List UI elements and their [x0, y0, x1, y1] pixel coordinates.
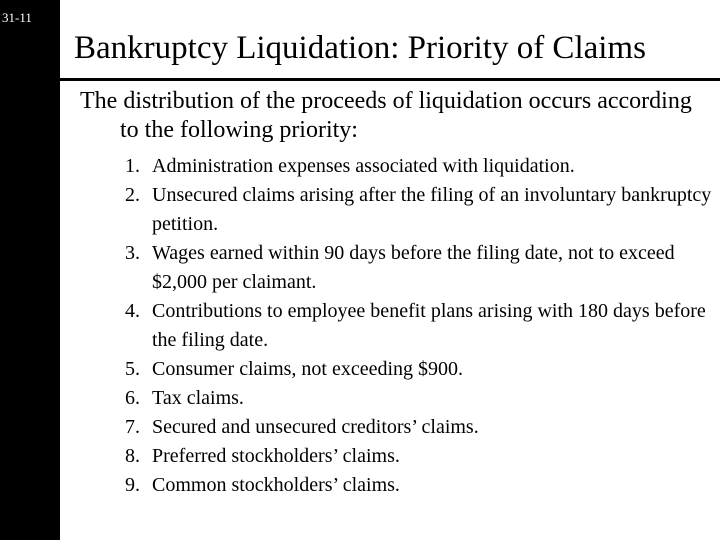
claim-item [112, 239, 712, 297]
claim-text: Consumer claims, not exceeding $900. [152, 358, 464, 380]
claim-text: Common stockholders’ claims. [152, 474, 400, 496]
title-divider [60, 78, 720, 81]
slide-number: 31-11 [2, 10, 32, 25]
claim-item [112, 471, 712, 500]
claim-text: Unsecured claims arising after the filing of an involuntary bankruptcy petition. [152, 184, 712, 235]
claim-number: 7. [125, 416, 140, 438]
claim-item [112, 413, 712, 442]
claim-number: 2. [125, 184, 140, 206]
claim-number: 4. [125, 300, 140, 322]
claim-number: 8. [125, 445, 140, 467]
claim-item [112, 384, 712, 413]
claim-item [112, 297, 712, 355]
claim-item [112, 152, 712, 181]
claim-item [112, 442, 712, 471]
priority-claims-list [112, 152, 712, 500]
claim-number: 9. [125, 474, 140, 496]
claim-number: 5. [125, 358, 140, 380]
claim-item [112, 181, 712, 239]
claim-item [112, 355, 712, 384]
claim-text: Wages earned within 90 days before the filing date, not to exceed $2,000 per claimant. [152, 242, 675, 293]
claim-text: Secured and unsecured creditors’ claims. [152, 416, 479, 438]
left-sidebar-bar [0, 0, 60, 540]
claim-number: 6. [125, 387, 140, 409]
intro-text: The distribution of the proceeds of liquidation occurs according to the following priority: [80, 88, 692, 143]
claim-number: 3. [125, 242, 140, 264]
slide-title: Bankruptcy Liquidation: Priority of Claims [74, 30, 646, 66]
claim-text: Tax claims. [152, 387, 244, 409]
claim-text: Contributions to employee benefit plans arising with 180 days before the filing date. [152, 300, 706, 351]
claim-text: Preferred stockholders’ claims. [152, 445, 400, 467]
claim-text: Administration expenses associated with liquidation. [152, 155, 575, 177]
claim-number: 1. [125, 155, 140, 177]
